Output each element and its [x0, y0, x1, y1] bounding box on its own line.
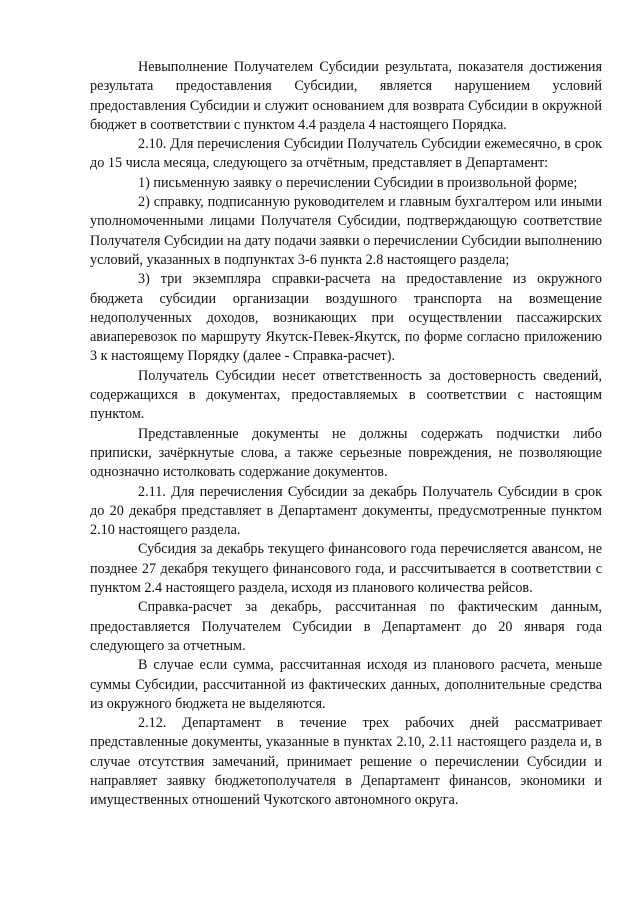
paragraph-2-11: 2.11. Для перечисления Субсидии за декабрь Получатель Субсидии в срок до 20 декабря представляет в Департамент документы, предусмотренные пунктом 2.10 настоящего раздела. — [90, 483, 602, 539]
paragraph-2-10: 2.10. Для перечисления Субсидии Получатель Субсидии ежемесячно, в срок до 15 числа месяца, следующего за отчётным, представляет в Департамент: — [90, 136, 602, 172]
document-page — [90, 58, 602, 811]
list-item-3: 3) три экземпляра справки-расчета на предоставление из окружного бюджета субсидии организации воздушного транспорта на возмещение недополученных доходов, возникающих при осуществлении пассажирских авиаперевозок по маршруту Якутск-Певек-Якутск, по форме согласно приложению 3 к настоящему Порядку (далее - Справка-расчет). — [90, 271, 602, 365]
paragraph-december-statement: Справка-расчет за декабрь, рассчитанная по фактическим данным, предоставляется Получателем Субсидии в Департамент до 20 января года следующего за отчетным. — [90, 599, 602, 654]
paragraph-2-12: 2.12. Департамент в течение трех рабочих дней рассматривает представленные документы, указанные в пунктах 2.10, 2.11 настоящего раздела и, в случае отсутствия замечаний, принимает решение о перечислении Субсидии и направляет заявку бюджетополучателя в Департамент финансов, экономики и имущественных отношений Чукотского автономного округа. — [90, 715, 602, 809]
paragraph-responsibility: Получатель Субсидии несет ответственность за достоверность сведений, содержащихся в документах, предоставляемых в соответствии с настоящим пунктом. — [90, 367, 602, 423]
paragraph-sum-difference: В случае если сумма, рассчитанная исходя из планового расчета, меньше суммы Субсидии, рассчитанной из фактических данных, дополнительные средства из окружного бюджета не выделяются. — [90, 657, 602, 712]
list-item-2: 2) справку, подписанную руководителем и главным бухгалтером или иными уполномоченными лицами Получателя Субсидии, подтверждающую соответствие Получателя Субсидии на дату подачи заявки о перечислении Субсидии выполнению условий, указанных в подпунктах 3-6 пункта 2.8 настоящего раздела; — [90, 194, 602, 268]
paragraph-december-advance: Субсидия за декабрь текущего финансового года перечисляется авансом, не позднее 27 декабря текущего финансового года, и рассчитывается в соответствии с пунктом 2.4 настоящего раздела, исходя из планового количества рейсов. — [90, 541, 602, 597]
paragraph-documents-requirements: Представленные документы не должны содержать подчистки либо приписки, зачёркнутые слова, а также серьезные повреждения, не позволяющие однозначно истолковать содержание документов. — [90, 425, 602, 481]
paragraph-result-failure: Невыполнение Получателем Субсидии результата, показателя достижения результата предоставления Субсидии, является нарушением условий предоставления Субсидии и служит основанием для возврата Субсидии в окружной бюджет в соответствии с пунктом 4.4 раздела 4 настоящего Порядка. — [90, 59, 602, 133]
list-item-1: 1) письменную заявку о перечислении Субсидии в произвольной форме; — [138, 174, 578, 191]
